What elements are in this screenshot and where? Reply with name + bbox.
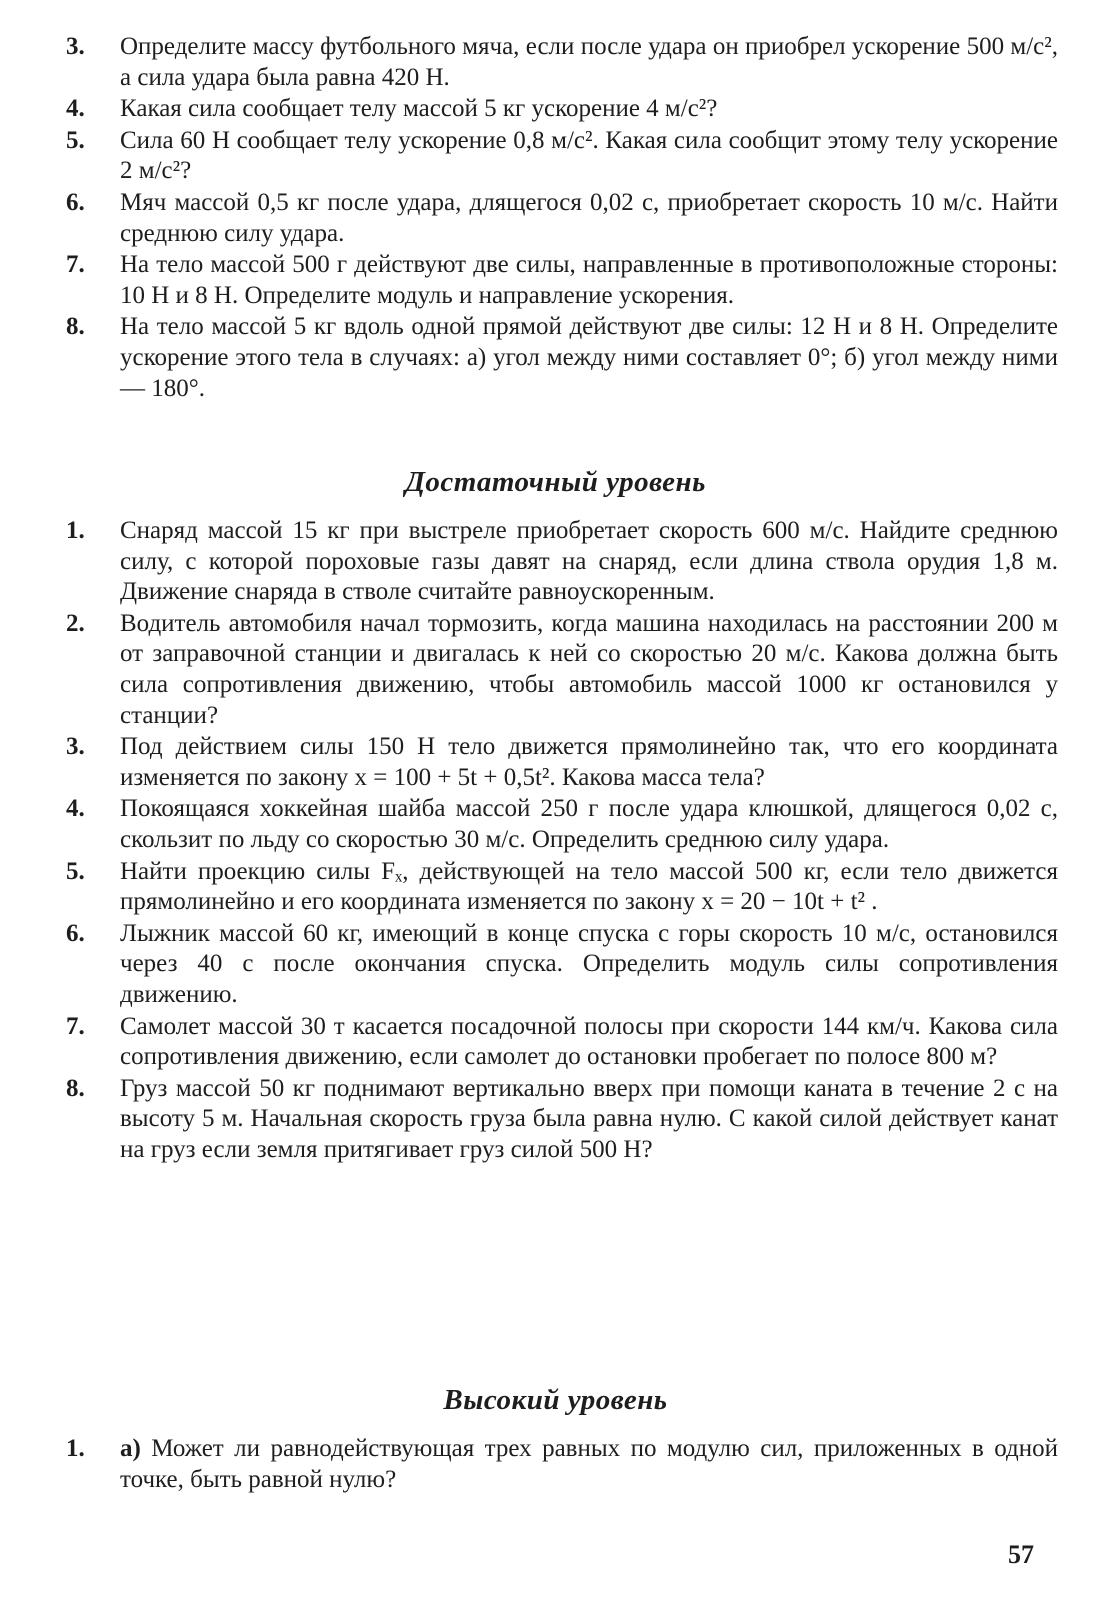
problem-text xyxy=(120,1434,1058,1495)
problem-item xyxy=(66,312,1058,404)
problem-text: На тело массой 500 г действуют две силы, направленные в противоположные стороны: 10 Н и 8 Н. Определите модуль и направление ускорения. xyxy=(120,251,1058,309)
problem-number: 6. xyxy=(66,188,85,216)
problem-text: Найти проекцию силы Fₓ, действующей на тело массой 500 кг, если тело движется прямолинейно и его координата изменяется по закону x = 20 − 10t + t² . xyxy=(120,857,1058,916)
problem-number: 3. xyxy=(66,33,85,60)
problem-text: Какая сила сообщает телу массой 5 кг ускорение 4 м/с²? xyxy=(120,95,718,123)
problem-item xyxy=(66,1012,1058,1073)
problem-text: Сила 60 Н сообщает телу ускорение 0,8 м/с². Какая сила сообщит этому телу ускорение 2 м/с²? xyxy=(120,126,1058,185)
page-number: 57 xyxy=(1008,1540,1034,1569)
problem-number: 8. xyxy=(66,1074,85,1102)
problem-item xyxy=(66,857,1058,918)
problem-number: 2. xyxy=(66,609,85,637)
problem-text: На тело массой 5 кг вдоль одной прямой действуют две силы: 12 Н и 8 Н. Определите ускорение этого тела в случаях: а) угол между ними составляет 0°; б) угол между ними — 180°. xyxy=(120,313,1058,402)
problem-text: Под действием силы 150 Н тело движется прямолинейно так, что его координата изменяется по закону x = 100 + 5t + 0,5t². Какова масса тела? xyxy=(120,733,1058,791)
problem-text: Снаряд массой 15 кг при выстреле приобретает скорость 600 м/с. Найдите среднюю силу, с которой пороховые газы давят на снаряд, если длина ствола орудия 1,8 м. Движение снаряда в стволе считайте равноускоренным. xyxy=(120,517,1058,606)
problem-item xyxy=(66,516,1058,608)
problem-item xyxy=(66,32,1058,93)
problem-text: Водитель автомобиля начал тормозить, когда машина находилась на расстоянии 200 м от заправочной станции и двигалась к ней со скоростью 20 м/с. Какова должна быть сила сопротивления движению, чтобы автомобиль массой 1000 кг остановился у станции? xyxy=(120,609,1058,729)
subitem-text: Может ли равнодействующая трех равных по модулю сил, приложенных в одной точке, быть равной нулю? xyxy=(120,1435,1059,1493)
problem-number: 4. xyxy=(66,795,85,823)
problem-text: Покоящаяся хоккейная шайба массой 250 г после удара клюшкой, длящегося 0,02 с, скользит по льду со скоростью 30 м/с. Определить среднюю силу удара. xyxy=(120,795,1058,853)
problem-item xyxy=(66,126,1058,187)
problem-list-high xyxy=(66,1434,1058,1496)
problem-item xyxy=(66,1074,1058,1166)
problem-item xyxy=(66,919,1058,1011)
problem-item xyxy=(66,250,1058,311)
problem-number: 5. xyxy=(66,857,85,885)
section-heading-sufficient: Достаточный уровень xyxy=(405,466,706,498)
problem-number: 3. xyxy=(66,733,85,761)
problem-number: 1. xyxy=(66,517,85,544)
problem-number: 8. xyxy=(66,313,85,341)
problem-list-basic-continued xyxy=(66,32,1058,405)
problem-item xyxy=(66,94,1058,125)
problem-number: 5. xyxy=(66,126,85,154)
problem-item xyxy=(66,794,1058,855)
problem-item xyxy=(66,732,1058,793)
problem-text: Самолет массой 30 т касается посадочной полосы при скорости 144 км/ч. Какова сила сопротивления движению, если самолет до остановки пробегает по полосе 800 м? xyxy=(120,1012,1058,1071)
section-heading-high: Высокий уровень xyxy=(443,1384,668,1416)
subitem-prefix: а) xyxy=(120,1435,141,1462)
problem-number: 4. xyxy=(66,95,85,123)
problem-text: Определите массу футбольного мяча, если после удара он приобрел ускорение 500 м/с², а сила удара была равна 420 Н. xyxy=(120,33,1058,91)
problem-number: 1. xyxy=(66,1435,85,1462)
problem-number: 7. xyxy=(66,251,85,279)
problem-number: 6. xyxy=(66,919,85,947)
problem-text: Мяч массой 0,5 кг после удара, длящегося 0,02 с, приобретает скорость 10 м/с. Найти среднюю силу удара. xyxy=(120,188,1058,247)
problem-list-sufficient xyxy=(66,516,1058,1166)
problem-text: Груз массой 50 кг поднимают вертикально вверх при помощи каната в течение 2 с на высоту 5 м. Начальная скорость груза была равна нулю. С какой силой действует канат на груз если земля притягивает груз силой 500 Н? xyxy=(120,1074,1058,1163)
problem-number: 7. xyxy=(66,1012,85,1040)
problem-item xyxy=(66,609,1058,731)
problem-item xyxy=(66,1434,1058,1495)
problem-text: Лыжник массой 60 кг, имеющий в конце спуска с горы скорость 10 м/с, остановился через 40 с после окончания спуска. Определить модуль силы сопротивления движению. xyxy=(120,919,1058,1008)
problem-item xyxy=(66,188,1058,249)
